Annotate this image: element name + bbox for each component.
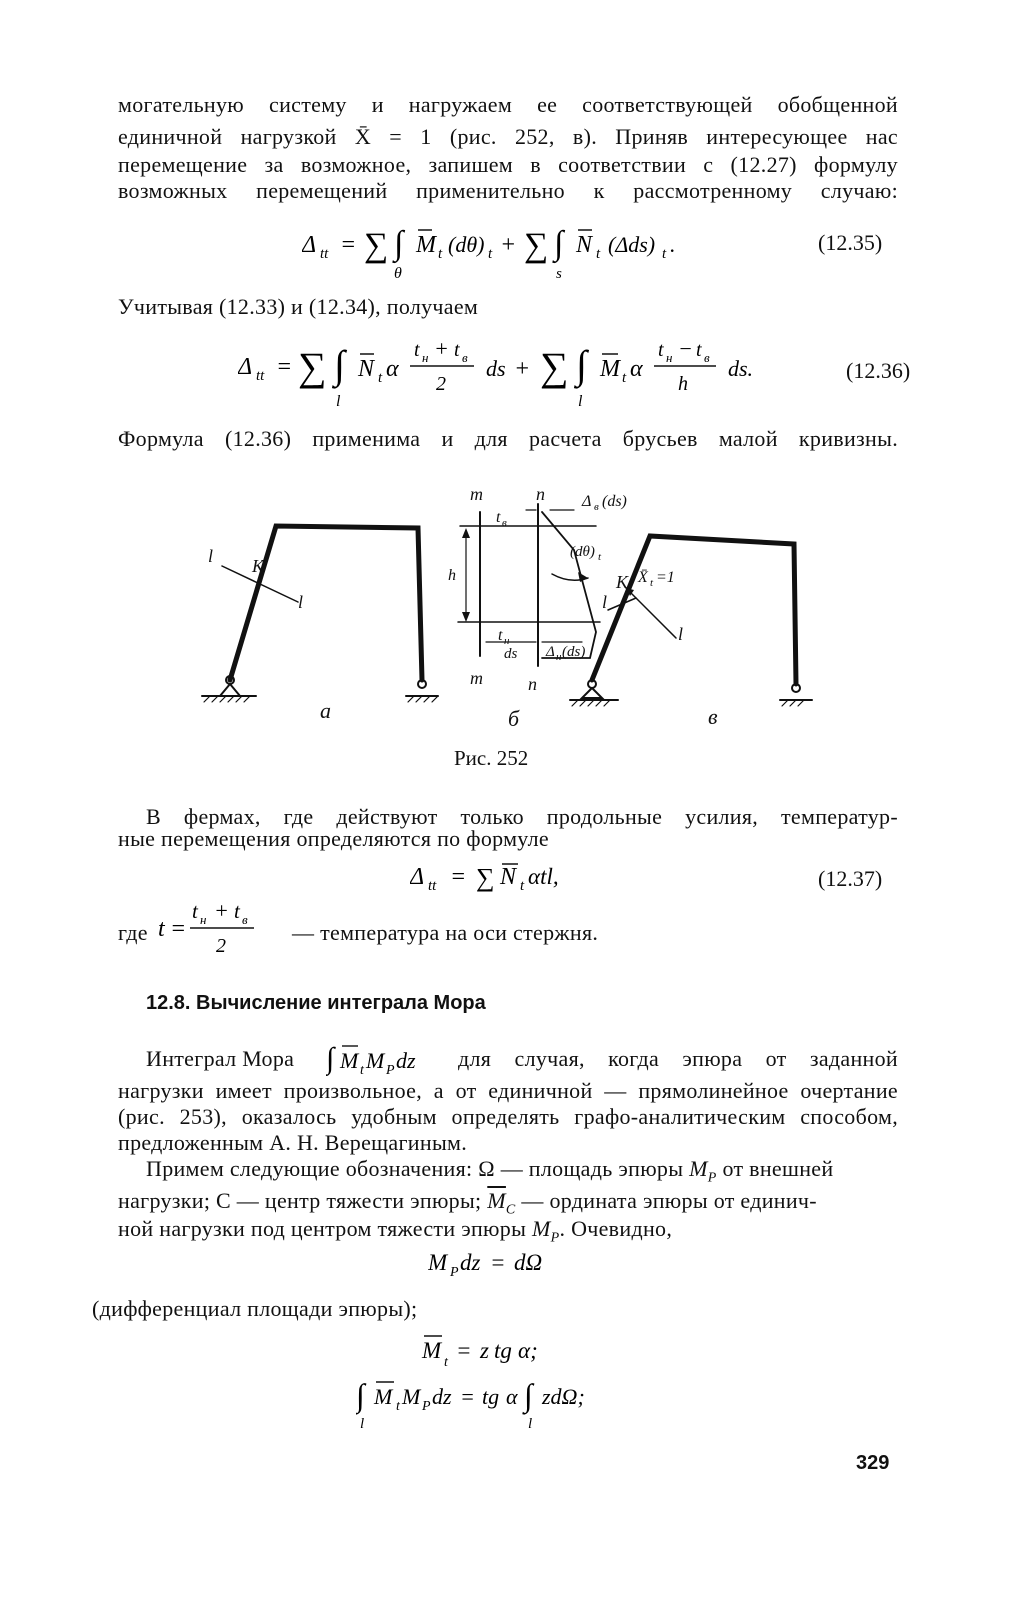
svg-text:t: t (438, 246, 443, 262)
svg-text:P: P (386, 1063, 395, 1078)
section-heading: 12.8. Вычисление интеграла Мора (146, 992, 486, 1014)
text-line: для случая, когда эпюра от заданной (458, 1046, 898, 1071)
figure-label-b: б (508, 706, 520, 731)
svg-text:+: + (500, 232, 517, 258)
svg-text:∑: ∑ (364, 227, 389, 264)
text-line: ные перемещения определяются по формуле (118, 826, 549, 851)
svg-text:h: h (448, 567, 456, 584)
svg-text:ds: ds (504, 646, 518, 662)
svg-text:dz: dz (460, 1250, 481, 1275)
svg-text:−: − (678, 336, 693, 361)
svg-text:t: t (658, 339, 664, 361)
text-line: нагрузки; C — центр тяжести эпюры; $\overline{M}_C$ — ордината эпюры от единич- (118, 1188, 817, 1218)
text-line (118, 920, 148, 946)
svg-text:t: t (596, 246, 601, 262)
svg-text:αtl,: αtl, (528, 864, 559, 889)
svg-text:н: н (504, 635, 510, 647)
text-line: могательную систему и нагружаем ее соответствующей обобщенной (118, 92, 898, 117)
svg-text:m: m (470, 668, 483, 688)
svg-text:K: K (252, 556, 265, 576)
svg-text:s: s (556, 266, 562, 282)
svg-text:(ds): (ds) (562, 644, 586, 660)
text-fragment: . Очевидно, (559, 1216, 673, 1241)
svg-text:+: + (214, 898, 229, 923)
svg-text:α: α (630, 356, 643, 382)
formula-mohr-integral (326, 1036, 456, 1080)
svg-text:t: t (496, 509, 501, 526)
svg-text:=: = (276, 354, 293, 380)
svg-text:N: N (500, 864, 517, 890)
svg-text:dΩ: dΩ (514, 1250, 543, 1275)
svg-text:н: н (200, 912, 207, 927)
svg-text:∫: ∫ (326, 1042, 335, 1075)
frame-v (570, 536, 812, 706)
svg-text:2: 2 (216, 935, 226, 956)
svg-text:ds: ds (486, 356, 506, 381)
svg-text:в: в (462, 350, 468, 365)
formula-t (158, 896, 278, 956)
svg-text:=: = (460, 1384, 475, 1409)
svg-text:2: 2 (436, 373, 446, 395)
equation-12-37-graphic (410, 856, 630, 896)
svg-text:zdΩ;: zdΩ; (542, 1384, 585, 1409)
equation-integral (356, 1370, 636, 1430)
svg-text:∫: ∫ (394, 225, 404, 262)
text-line: единичной нагрузкой X̄ = 1 (рис. 252, в). Приняв интересующее нас (118, 124, 898, 149)
text-line: Учитывая (12.33) и (12.34), получаем (118, 294, 479, 319)
svg-text:н: н (556, 651, 562, 663)
svg-text:t: t (650, 577, 654, 589)
text-fragment: от внешней (722, 1156, 834, 1181)
svg-text:M: M (600, 356, 620, 382)
svg-text:tg: tg (482, 1384, 500, 1409)
svg-text:Δ: Δ (410, 864, 425, 890)
svg-text:dz: dz (396, 1048, 416, 1073)
equation-12-36 (238, 326, 798, 410)
equation-12-35-graphic (302, 212, 742, 282)
svg-text:=: = (170, 916, 187, 942)
svg-text:н: н (422, 350, 429, 365)
text-line: предложенным А. Н. Верещагиным. (118, 1130, 468, 1155)
svg-text:tg: tg (494, 1338, 512, 1363)
svg-text:=1: =1 (656, 569, 675, 586)
svg-text:t: t (396, 1399, 400, 1414)
svg-text:в: в (242, 912, 248, 927)
svg-text:t: t (696, 339, 702, 361)
svg-text:K: K (616, 572, 629, 592)
svg-text:z: z (480, 1338, 489, 1363)
svg-text:=: = (340, 232, 357, 258)
svg-text:t: t (622, 370, 627, 386)
figure-label-a: а (320, 698, 331, 723)
svg-text:t: t (444, 1355, 448, 1370)
equation-mt (420, 1330, 570, 1370)
svg-text:l: l (208, 546, 214, 566)
svg-text:(dθ): (dθ) (448, 232, 485, 257)
svg-text:l: l (602, 592, 608, 612)
svg-text:∑: ∑ (524, 227, 549, 264)
svg-text:Δ: Δ (546, 644, 555, 660)
equation-12-35 (302, 212, 742, 282)
svg-text:l: l (360, 1416, 365, 1430)
svg-text:h: h (678, 373, 688, 395)
svg-text:t: t (454, 339, 460, 361)
svg-text:X̄: X̄ (638, 569, 648, 586)
svg-text:θ: θ (394, 265, 402, 282)
svg-text:в: в (704, 350, 710, 365)
frame-a (202, 526, 438, 702)
svg-text:n: n (528, 674, 537, 694)
svg-text:l: l (578, 393, 583, 410)
equation-number: (12.36) (846, 358, 911, 383)
text-line: — температура на оси стержня. (292, 920, 599, 945)
svg-text:M: M (416, 232, 436, 258)
svg-text:t: t (158, 916, 165, 942)
svg-text:Δ: Δ (582, 493, 592, 510)
svg-text:l: l (678, 624, 684, 644)
svg-text:tt: tt (428, 878, 437, 894)
svg-text:(dθ): (dθ) (570, 544, 595, 560)
svg-text:t: t (498, 627, 503, 644)
svg-text:Δ: Δ (238, 354, 253, 380)
svg-text:n: n (536, 488, 545, 504)
element-b (458, 504, 600, 666)
figure-caption: Рис. 252 (454, 746, 529, 770)
svg-text:+: + (514, 356, 531, 382)
svg-text:(ds): (ds) (602, 493, 627, 510)
svg-text:∫: ∫ (576, 342, 587, 387)
svg-text:=: = (490, 1250, 506, 1275)
text-fragment: — ордината эпюры от единич- (521, 1188, 817, 1213)
text-line: нагрузки имеет произвольное, а от единичной — прямолинейное очертание (118, 1078, 898, 1103)
svg-text:t: t (662, 246, 667, 262)
svg-text:N: N (358, 356, 375, 382)
svg-text:tt: tt (256, 368, 265, 384)
svg-text:Δ: Δ (302, 232, 317, 258)
text-line: Интеграл Мора (146, 1046, 295, 1071)
svg-text:=: = (450, 864, 467, 890)
text-line: (рис. 253), оказалось удобным определять графо-аналитическим способом, (118, 1104, 898, 1129)
svg-text:dz: dz (432, 1384, 452, 1409)
text-fragment: Примем следующие обозначения: Ω — площадь эпюры (146, 1156, 684, 1181)
equation-12-37 (410, 856, 630, 896)
equation-number: (12.35) (818, 230, 883, 255)
text-line: ной нагрузки под центром тяжести эпюры $M_P$. Очевидно, (118, 1216, 673, 1246)
svg-text:M: M (374, 1384, 393, 1409)
svg-text:M: M (402, 1384, 421, 1409)
figure-252 (190, 488, 830, 736)
text-fragment: ной нагрузки под центром тяжести эпюры (118, 1216, 527, 1241)
svg-text:m: m (470, 488, 483, 504)
svg-text:M: M (366, 1048, 385, 1073)
text-line: В фермах, где действуют только продольные усилия, температур- (146, 804, 898, 829)
svg-text:t: t (192, 899, 198, 923)
svg-text:ds.: ds. (728, 356, 754, 381)
svg-text:∑: ∑ (476, 863, 495, 892)
page-number: 329 (856, 1452, 890, 1474)
svg-text:+: + (434, 336, 449, 361)
text-fragment: где (118, 920, 148, 945)
text-line: Примем следующие обозначения: Ω — площадь эпюры $M_P$ от внешней (146, 1156, 834, 1186)
svg-text:t: t (360, 1063, 364, 1078)
svg-text:α: α (386, 356, 399, 382)
svg-text:(Δds): (Δds) (608, 232, 656, 257)
svg-text:∑: ∑ (298, 344, 327, 389)
svg-text:н: н (666, 350, 673, 365)
svg-text:M: M (428, 1250, 448, 1275)
svg-text:=: = (456, 1338, 472, 1363)
svg-text:M: M (422, 1338, 442, 1363)
svg-text:t: t (378, 370, 383, 386)
svg-text:∫: ∫ (356, 1377, 365, 1413)
svg-text:∫: ∫ (334, 342, 345, 387)
svg-text:α;: α; (518, 1338, 538, 1363)
text-line: Формула (12.36) применима и для расчета брусьев малой кривизны. (118, 426, 898, 451)
svg-text:t: t (598, 551, 602, 563)
equation-number: (12.37) (818, 866, 883, 891)
svg-text:P: P (422, 1399, 431, 1414)
text-line: (дифференциал площади эпюры); (92, 1296, 418, 1321)
svg-text:P: P (450, 1265, 459, 1280)
svg-text:M: M (340, 1048, 359, 1073)
svg-text:∫: ∫ (524, 1377, 533, 1413)
svg-text:N: N (576, 232, 593, 258)
svg-text:t: t (414, 339, 420, 361)
figure-label-v: в (708, 704, 718, 729)
svg-text:t: t (488, 246, 493, 262)
svg-text:.: . (670, 232, 676, 257)
text-line: перемещение за возможное, запишем в соответствии с (12.27) формулу (118, 152, 898, 177)
svg-text:α: α (506, 1384, 518, 1409)
svg-text:tt: tt (320, 246, 329, 262)
svg-text:l: l (528, 1416, 533, 1430)
equation-mp-dz (428, 1244, 578, 1280)
svg-text:∑: ∑ (540, 344, 569, 389)
svg-text:l: l (298, 592, 304, 612)
svg-text:l: l (336, 393, 341, 410)
svg-text:в: в (502, 517, 507, 529)
svg-text:∫: ∫ (554, 225, 564, 262)
svg-text:в: в (594, 501, 599, 513)
text-line: возможных перемещений применительно к рассмотренному случаю: (118, 178, 898, 203)
text-fragment: нагрузки; C — центр тяжести эпюры; (118, 1188, 482, 1213)
equation-12-36-graphic (238, 326, 798, 410)
svg-text:t: t (234, 899, 240, 923)
svg-text:t: t (520, 878, 525, 894)
